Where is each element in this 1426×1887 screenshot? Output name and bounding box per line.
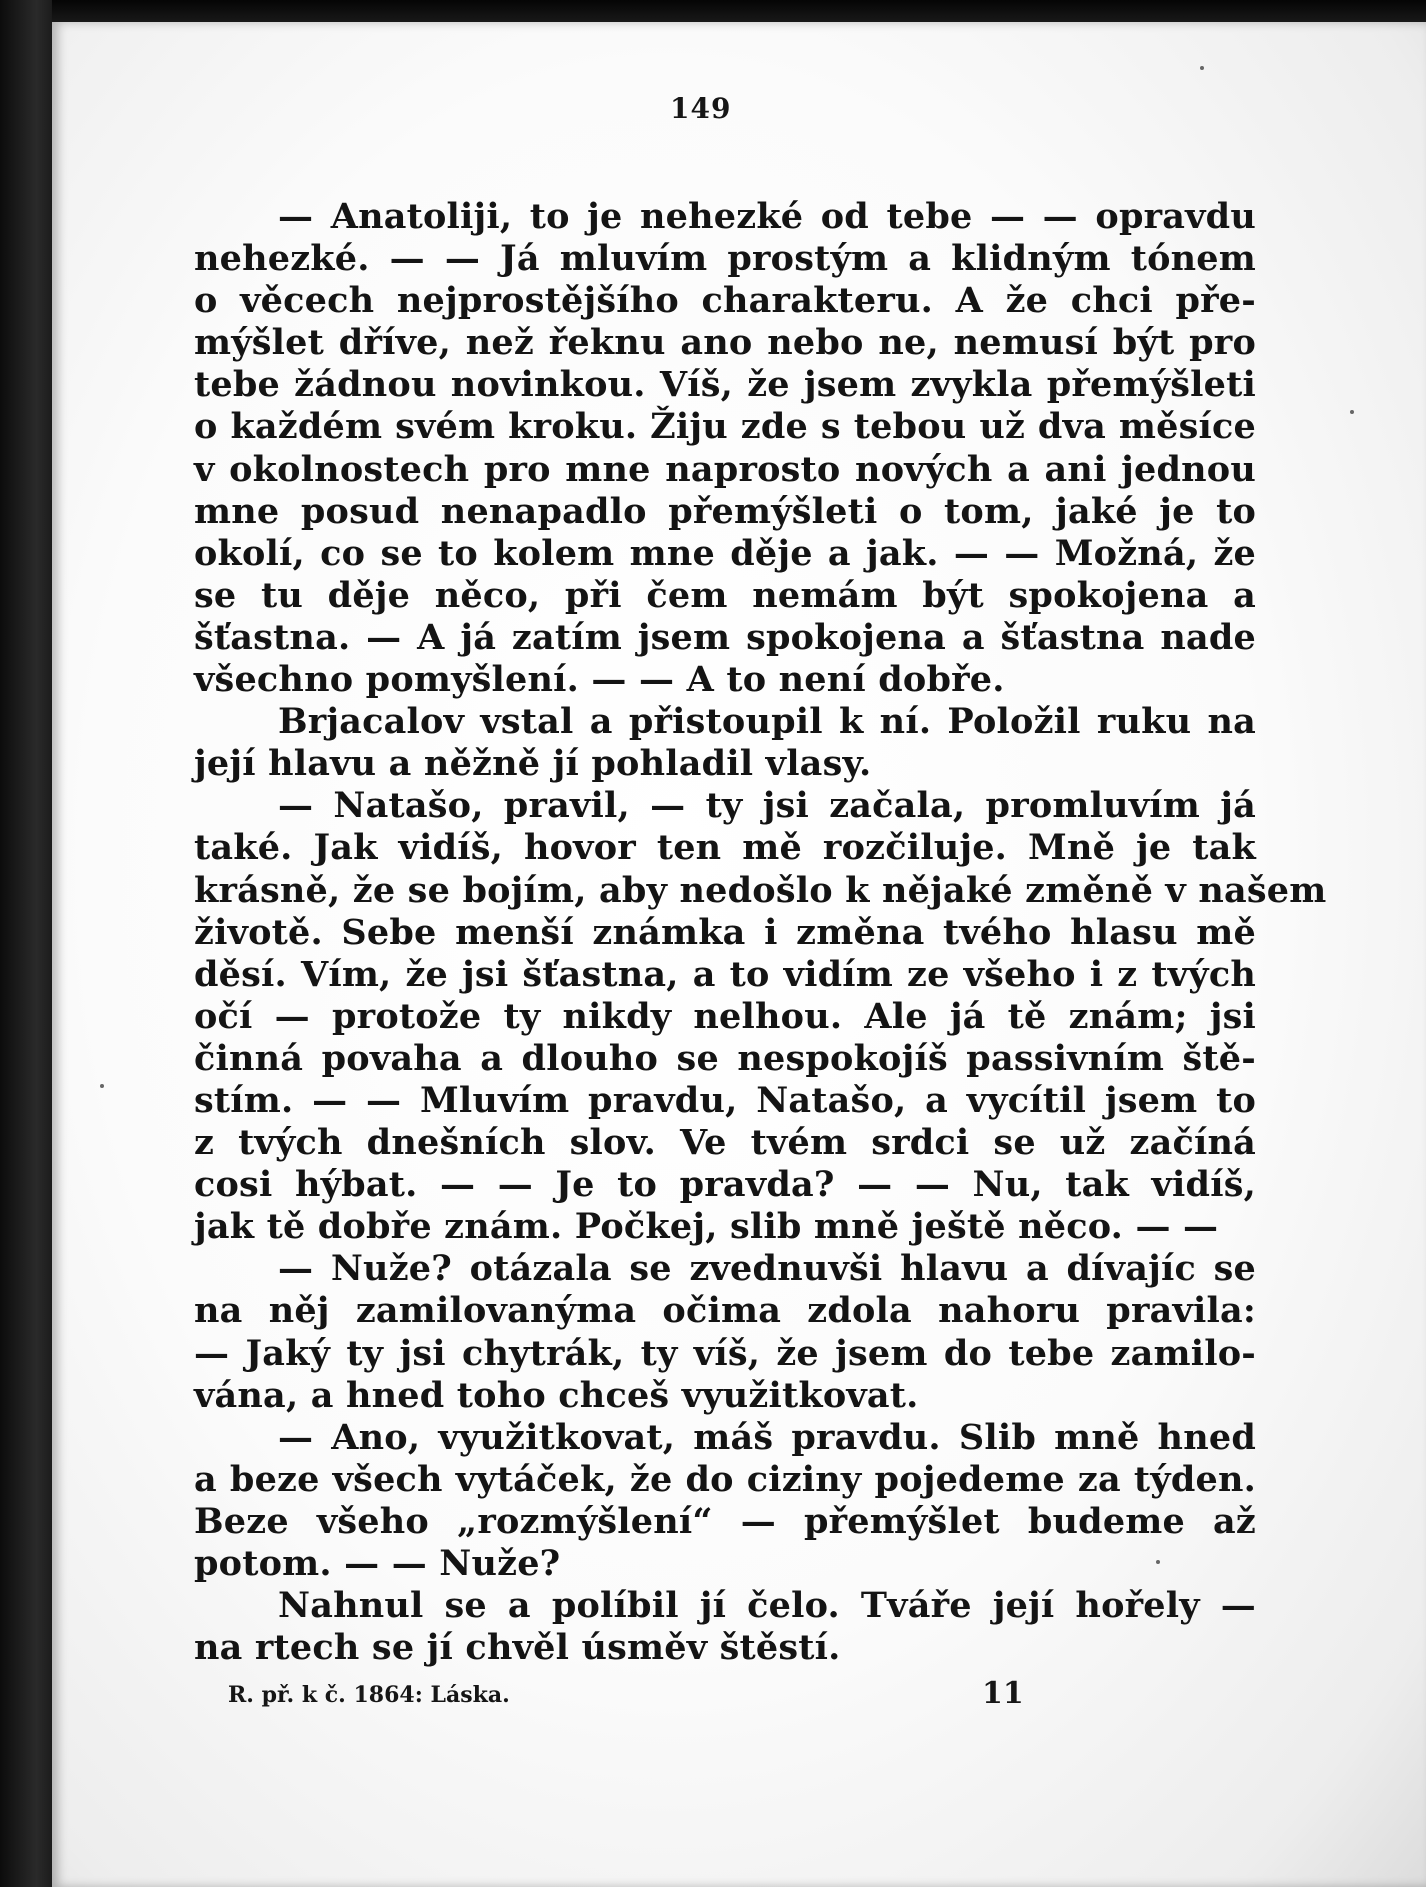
text-line: stím. — — Mluvím pravdu, Natašo, a vycítil jsem to [194, 1079, 1256, 1121]
text-line: potom. — — Nuže? [194, 1543, 561, 1584]
text-line: se tu děje něco, při čem nemám být spokojena a [194, 574, 1256, 616]
scan-speck [1350, 410, 1354, 414]
scan-left-edge [0, 0, 52, 1887]
text-line: její hlavu a něžně jí pohladil vlasy. [194, 743, 872, 785]
text-line: v okolnostech pro mne naprosto nových a ani jednou [194, 448, 1256, 490]
text-line: — Anatoliji, to je nehezké od tebe — — opravdu [278, 196, 1256, 237]
footer-signature: R. př. k č. 1864: Láska. [228, 1682, 510, 1708]
scan-top-edge [0, 0, 1426, 24]
text-line: jak tě dobře znám. Počkej, slib mně ještě něco. — — [194, 1206, 1219, 1248]
body-text [194, 196, 1327, 1669]
text-line: — Ano, využitkovat, máš pravdu. Slib mně hned [278, 1416, 1256, 1458]
text-line: děsí. Vím, že jsi šťastna, a to vidím ze všeho i z tvých [194, 953, 1256, 995]
scan-speck [1156, 1560, 1160, 1564]
text-line: všechno pomyšlení. — — A to není dobře. [194, 659, 1005, 701]
text-line: životě. Sebe menší známka i změna tvého hlasu mě [194, 911, 1256, 953]
text-line: krásně, že se bojím, aby nedošlo k nějaké změně v našem [194, 869, 1327, 911]
text-line: na rtech se jí chvěl úsměv štěstí. [194, 1627, 841, 1669]
text-line: vána, a hned toho chceš využitkovat. [194, 1374, 919, 1416]
scan-speck [1200, 66, 1204, 70]
text-line: z tvých dnešních slov. Ve tvém srdci se už začíná [194, 1122, 1256, 1164]
text-line: mýšlet dříve, než řeknu ano nebo ne, nemusí být pro [194, 322, 1256, 364]
text-line: cosi hýbat. — — Je to pravda? — — Nu, tak vidíš, [194, 1164, 1256, 1206]
text-line: Nahnul se a políbil jí čelo. Tváře její hořely — [278, 1585, 1256, 1627]
text-line: šťastna. — A já zatím jsem spokojena a šťastna nade [194, 616, 1256, 658]
page-number: 149 [670, 92, 732, 125]
text-line: o věcech nejprostějšího charakteru. A že chci pře- [194, 280, 1256, 322]
text-line: — Nuže? otázala se zvednuvši hlavu a dívajíc se [278, 1248, 1256, 1290]
text-line: — Jaký ty jsi chytrák, ty víš, že jsem do tebe zamilo- [194, 1332, 1256, 1374]
footer-sheet-number: 11 [982, 1676, 1024, 1711]
book-page [52, 22, 1426, 1887]
text-line: okolí, co se to kolem mne děje a jak. — — Možná, že [194, 532, 1256, 574]
text-line: — Natašo, pravil, — ty jsi začala, promluvím já [278, 785, 1256, 827]
text-line: o každém svém kroku. Žiju zde s tebou už dva měsíce [194, 406, 1256, 448]
text-line: na něj zamilovanýma očima zdola nahoru pravila: [194, 1290, 1256, 1332]
text-line: také. Jak vidíš, hovor ten mě rozčiluje. Mně je tak [194, 827, 1256, 869]
text-line: a beze všech vytáček, že do ciziny pojedeme za týden. [194, 1458, 1256, 1500]
scan-speck [100, 1084, 104, 1088]
text-line: tebe žádnou novinkou. Víš, že jsem zvykla přemýšleti [194, 364, 1256, 406]
text-line: Brjacalov vstal a přistoupil k ní. Položil ruku na [278, 701, 1256, 743]
text-line: Beze všeho „rozmýšlení“ — přemýšlet budeme až [194, 1500, 1256, 1542]
text-line: mne posud nenapadlo přemýšleti o tom, jaké je to [194, 490, 1256, 532]
text-line: nehezké. — — Já mluvím prostým a klidným tónem [194, 238, 1256, 280]
text-line: činná povaha a dlouho se nespokojíš passivním ště- [194, 1037, 1256, 1079]
text-line: očí — protože ty nikdy nelhou. Ale já tě znám; jsi [194, 995, 1256, 1037]
